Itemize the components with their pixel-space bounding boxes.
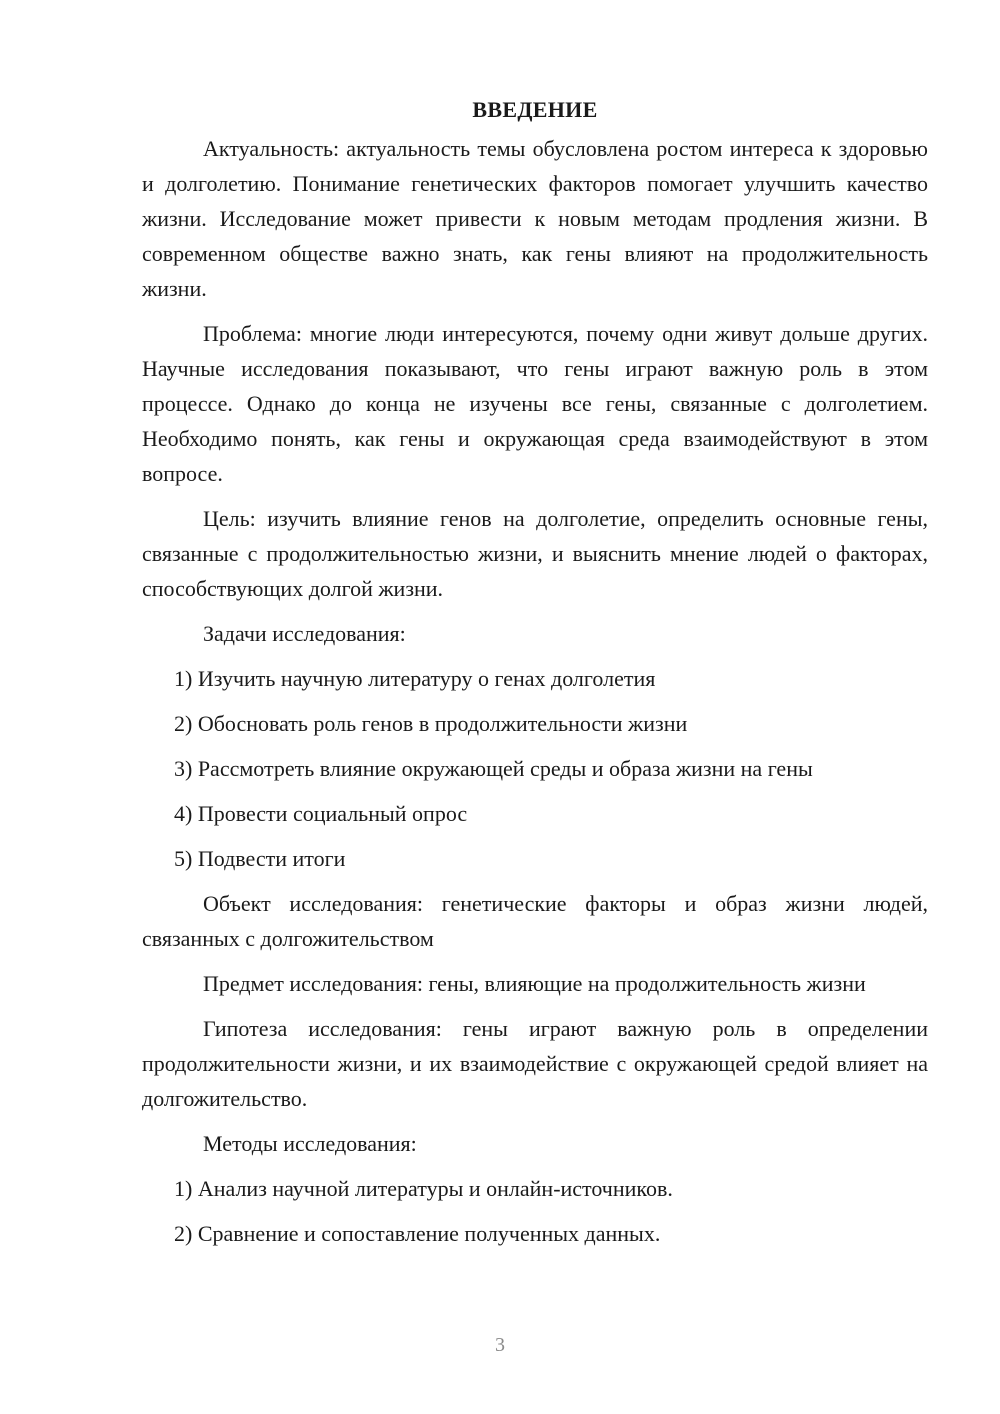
list-item: 1) Изучить научную литературу о генах долголетия [174,666,656,691]
list-item: 4) Провести социальный опрос [174,801,468,826]
paragraph-object: Объект исследования: генетические факторы и образ жизни людей, связанных с долгожительством [142,891,928,951]
paragraph-relevance: Актуальность: актуальность темы обусловлена ростом интереса к здоровью и долголетию. Понимание генетических факторов помогает улучшить качество жизни. Исследование может привести к новым методам продления жизни. В современном обществе важно знать, как гены влияют на продолжительность жизни. [142,136,928,301]
paragraph-subject: Предмет исследования: гены, влияющие на продолжительность жизни [203,971,866,996]
methods-heading: Методы исследования: [203,1131,417,1156]
tasks-list [142,661,928,876]
page-title: ВВЕДЕНИЕ [472,97,598,122]
paragraph-hypothesis: Гипотеза исследования: гены играют важную роль в определении продолжительности жизни, и их взаимодействие с окружающей средой влияет на долгожительство. [142,1016,928,1111]
list-item: 2) Сравнение и сопоставление полученных данных. [174,1221,661,1246]
paragraph-problem: Проблема: многие люди интересуются, почему одни живут дольше других. Научные исследования показывают, что гены играют важную роль в этом процессе. Однако до конца не изучены все гены, связанные с долголетием. Необходимо понять, как гены и окружающая среда взаимодействуют в этом вопросе. [142,321,928,486]
document-page [142,95,928,1261]
methods-list [142,1171,928,1251]
list-item: 5) Подвести итоги [174,846,346,871]
list-item: 1) Анализ научной литературы и онлайн-источников. [174,1176,673,1201]
paragraph-goal: Цель: изучить влияние генов на долголетие, определить основные гены, связанные с продолжительностью жизни, и выяснить мнение людей о факторах, способствующих долгой жизни. [142,506,928,601]
list-item: 2) Обосновать роль генов в продолжительности жизни [174,711,688,736]
page-number: 3 [495,1334,505,1356]
tasks-heading: Задачи исследования: [203,621,406,646]
list-item: 3) Рассмотреть влияние окружающей среды и образа жизни на гены [174,756,813,781]
